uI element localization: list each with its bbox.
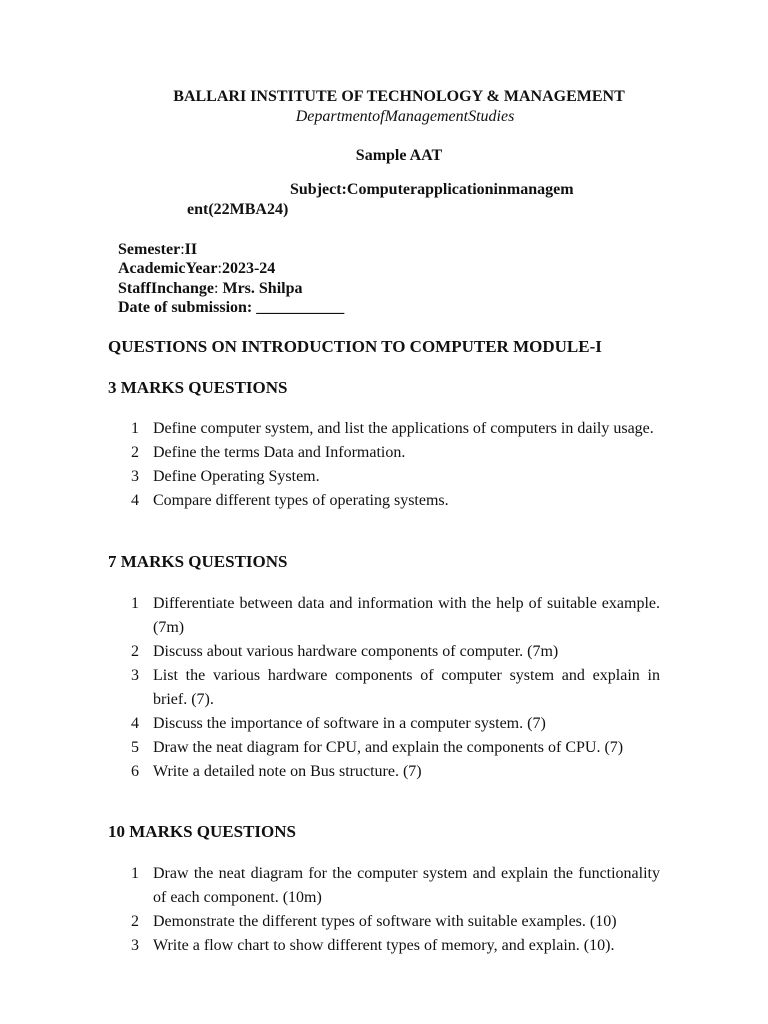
question-number: 3 bbox=[131, 468, 139, 485]
question-number: 3 bbox=[131, 667, 139, 684]
document-title: Sample AAT bbox=[355, 147, 443, 164]
question-item bbox=[124, 417, 660, 441]
question-text: List the various hardware components of computer system and explain in brief. (7). bbox=[153, 667, 660, 708]
question-text: Compare different types of operating systems. bbox=[153, 492, 449, 509]
year-sep: : bbox=[217, 260, 222, 278]
question-number: 1 bbox=[131, 865, 139, 882]
staff-row bbox=[118, 279, 344, 298]
question-item bbox=[124, 712, 660, 736]
semester-row bbox=[118, 240, 344, 259]
question-number: 3 bbox=[131, 937, 139, 954]
question-item bbox=[124, 640, 660, 664]
semester-label: Semester bbox=[118, 241, 181, 258]
question-item bbox=[124, 736, 660, 760]
question-text: Write a flow chart to show different types of memory, and explain. (10). bbox=[153, 937, 615, 954]
question-number: 4 bbox=[131, 715, 139, 732]
staff-value: Mrs. Shilpa bbox=[222, 279, 303, 297]
institute-name: BALLARI INSTITUTE OF TECHNOLOGY & MANAGEMENT bbox=[173, 88, 625, 105]
question-item bbox=[124, 934, 660, 958]
question-text: Draw the neat diagram for CPU, and explain the components of CPU. (7) bbox=[153, 739, 624, 756]
subject-line-2: ent(22MBA24) bbox=[187, 201, 289, 218]
question-item bbox=[124, 465, 660, 489]
question-text: Write a detailed note on Bus structure. (7) bbox=[153, 763, 422, 780]
question-list-7-marks bbox=[124, 592, 660, 784]
question-text: Draw the neat diagram for the computer system and explain the functionality of each component. (10m) bbox=[153, 865, 660, 906]
question-text: Define the terms Data and Information. bbox=[153, 444, 406, 461]
question-text: Define Operating System. bbox=[153, 468, 320, 485]
question-item bbox=[124, 664, 660, 712]
question-text: Demonstrate the different types of software with suitable examples. (10) bbox=[153, 913, 617, 930]
question-number: 2 bbox=[131, 913, 139, 930]
year-value: 2023-24 bbox=[221, 260, 276, 278]
section-heading-7-marks: 7 MARKS QUESTIONS bbox=[108, 552, 288, 571]
question-item bbox=[124, 862, 660, 910]
question-text: Discuss the importance of software in a computer system. (7) bbox=[153, 715, 546, 732]
question-item bbox=[124, 910, 660, 934]
question-number: 4 bbox=[131, 492, 139, 509]
department-name: DepartmentofManagementStudies bbox=[295, 108, 515, 125]
semester-sep: : bbox=[180, 241, 185, 258]
section-heading-3-marks: 3 MARKS QUESTIONS bbox=[108, 378, 288, 397]
question-number: 5 bbox=[131, 739, 139, 756]
question-item bbox=[124, 592, 660, 640]
module-heading: QUESTIONS ON INTRODUCTION TO COMPUTER MODULE-I bbox=[108, 337, 602, 356]
question-number: 2 bbox=[131, 444, 139, 461]
question-number: 2 bbox=[131, 643, 139, 660]
question-number: 6 bbox=[131, 763, 139, 780]
meta-block bbox=[118, 240, 344, 317]
subject-line-1: Subject:Computerapplicationinmanagem bbox=[290, 181, 574, 198]
section-heading-10-marks: 10 MARKS QUESTIONS bbox=[108, 822, 296, 841]
question-text: Differentiate between data and information with the help of suitable example. (7m) bbox=[153, 595, 660, 636]
year-label: AcademicYear bbox=[118, 260, 218, 278]
staff-sep: : bbox=[214, 279, 223, 297]
question-item bbox=[124, 441, 660, 465]
question-item bbox=[124, 489, 660, 513]
question-list-10-marks bbox=[124, 862, 660, 958]
semester-value: II bbox=[184, 241, 198, 258]
staff-label: StaffInchange bbox=[118, 279, 215, 297]
question-number: 1 bbox=[131, 595, 139, 612]
question-list-3-marks bbox=[124, 417, 660, 513]
question-text: Discuss about various hardware components of computer. (7m) bbox=[153, 643, 559, 660]
question-item bbox=[124, 760, 660, 784]
question-number: 1 bbox=[131, 420, 139, 437]
question-text: Define computer system, and list the applications of computers in daily usage. bbox=[153, 420, 654, 437]
year-row bbox=[118, 259, 344, 278]
submission-row: Date of submission: ___________ bbox=[118, 298, 345, 316]
